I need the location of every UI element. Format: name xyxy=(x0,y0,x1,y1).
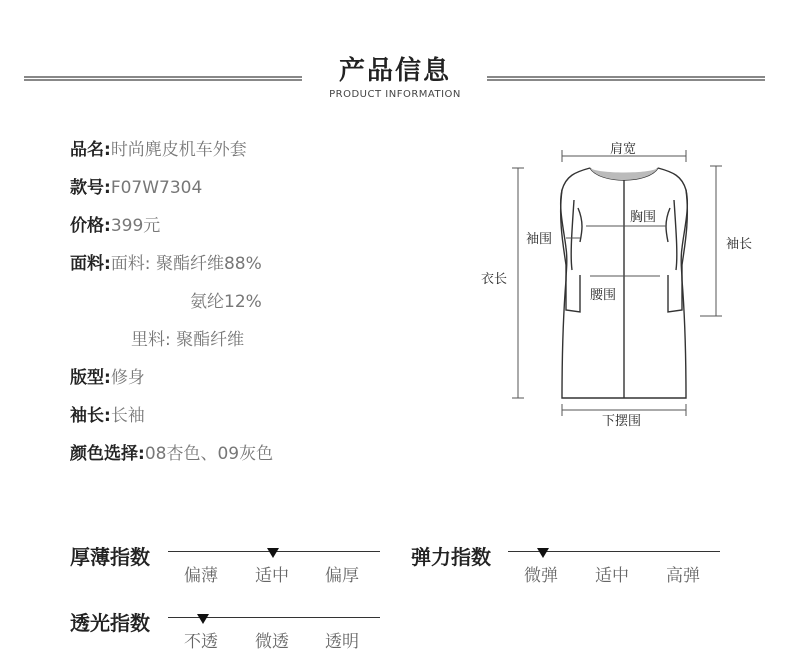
info-fabric xyxy=(70,252,262,276)
page-title: 产品信息 xyxy=(338,56,451,86)
label-shoulder: 肩宽 xyxy=(610,142,637,157)
info-name-key: 品名: xyxy=(70,140,111,160)
transparency-option-opaque: 不透 xyxy=(184,632,218,652)
info-fabric-value: 面料: 聚酯纤维88% xyxy=(110,254,262,274)
info-name xyxy=(70,138,247,162)
info-fit-value: 修身 xyxy=(110,368,145,388)
elasticity-marker-icon xyxy=(537,548,549,558)
info-sku-key: 款号: xyxy=(70,178,111,198)
label-waist: 腰围 xyxy=(590,288,617,303)
thickness-title: 厚薄指数 xyxy=(70,545,150,569)
info-name-value: 时尚麂皮机车外套 xyxy=(110,140,247,160)
page-subtitle: PRODUCT INFORMATION xyxy=(329,89,461,100)
thickness-option-thick: 偏厚 xyxy=(325,566,359,586)
info-sku-value: F07W7304 xyxy=(110,178,203,198)
label-length: 衣长 xyxy=(481,272,508,287)
thickness-marker-icon xyxy=(267,548,279,558)
info-price xyxy=(70,214,160,238)
info-color xyxy=(70,442,273,466)
garment-collar-shade xyxy=(590,168,658,180)
transparency-option-slight: 微透 xyxy=(255,632,289,652)
label-sleeve-length: 袖长 xyxy=(726,237,753,252)
garment-dart-left xyxy=(578,208,582,242)
info-fabric-value2: 氨纶12% xyxy=(190,292,262,312)
garment-diagram xyxy=(470,130,770,430)
thickness-option-medium: 适中 xyxy=(255,566,289,586)
info-fabric-lining: 里料: 聚酯纤维 xyxy=(131,330,245,350)
garment-dart-right xyxy=(666,208,670,242)
label-hem: 下摆围 xyxy=(602,414,642,429)
info-color-value: 08杏色、09灰色 xyxy=(144,444,274,464)
info-fabric-key: 面料: xyxy=(70,254,111,274)
garment-left-sleeve xyxy=(561,190,580,312)
elasticity-option-slight: 微弹 xyxy=(524,566,558,586)
label-chest: 胸围 xyxy=(630,210,657,225)
info-sleeve-key: 袖长: xyxy=(70,406,111,426)
label-cuff: 袖围 xyxy=(526,232,553,247)
elasticity-title: 弹力指数 xyxy=(411,545,491,569)
elasticity-option-medium: 适中 xyxy=(595,566,629,586)
transparency-title: 透光指数 xyxy=(70,611,150,635)
info-sku xyxy=(70,176,202,200)
transparency-option-clear: 透明 xyxy=(325,632,359,652)
transparency-marker-icon xyxy=(197,614,209,624)
info-price-value: 399元 xyxy=(110,216,161,236)
info-fit xyxy=(70,366,145,390)
info-sleeve xyxy=(70,404,145,428)
thickness-option-thin: 偏薄 xyxy=(184,566,218,586)
info-price-key: 价格: xyxy=(70,216,111,236)
elasticity-option-high: 高弹 xyxy=(666,566,700,586)
info-fit-key: 版型: xyxy=(70,368,111,388)
garment-right-sleeve xyxy=(668,190,687,312)
info-color-key: 颜色选择: xyxy=(70,444,145,464)
info-sleeve-value: 长袖 xyxy=(110,406,145,426)
